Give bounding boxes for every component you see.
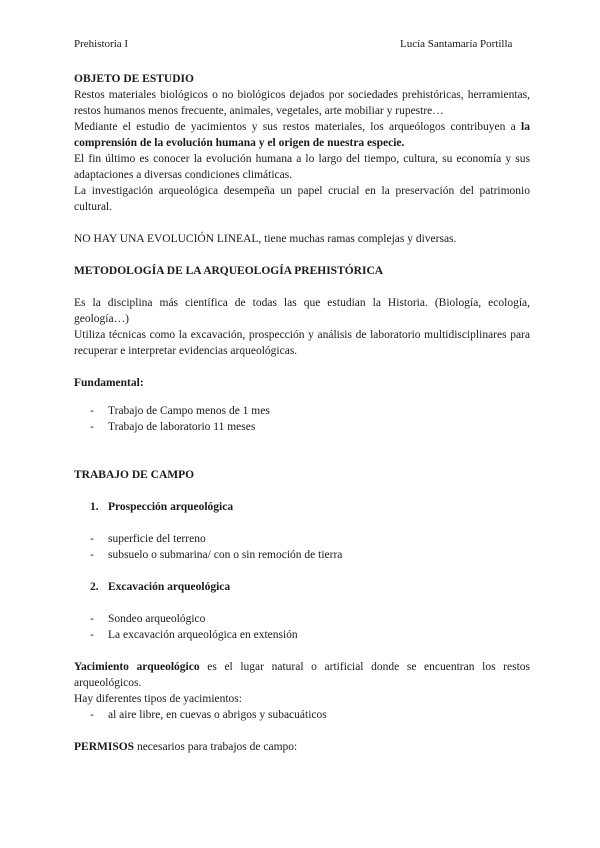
dash-bullet: - (90, 629, 94, 641)
tipos-list (74, 707, 530, 723)
paragraph-text: es el lugar natural o artificial donde se encuentran los restos arqueológicos. (74, 661, 530, 689)
list-item (74, 547, 530, 563)
fundamental-list (74, 403, 530, 435)
prospeccion-list (74, 531, 530, 563)
dash-bullet: - (90, 549, 94, 561)
page-header (74, 36, 530, 52)
excavacion-list (74, 611, 530, 643)
fundamental-label: Fundamental: (74, 377, 144, 389)
emphasis-text: Yacimiento arqueológico (74, 661, 200, 673)
paragraph (74, 659, 530, 691)
paragraph: Utiliza técnicas como la excavación, prospección y análisis de laboratorio multidisciplinares para recuperar e interpretar evidencias arqueológicas. (74, 329, 530, 357)
paragraph: Restos materiales biológicos o no biológicos dejados por sociedades prehistóricas, herramientas, restos humanos menos frecuente, animales, vegetales, arte mobiliar y rupestre… (74, 89, 530, 117)
dash-bullet: - (90, 709, 94, 721)
list-item (74, 419, 530, 435)
section-title-objeto: OBJETO DE ESTUDIO (74, 73, 194, 85)
section-title-trabajo-campo: TRABAJO DE CAMPO (74, 469, 195, 481)
paragraph: La investigación arqueológica desempeña un papel crucial en la preservación del patrimonio cultural. (74, 185, 530, 213)
numbered-heading-text: Excavación arqueológica (108, 581, 231, 593)
emphasis-text: la comprensión de la evolución humana y el origen de nuestra especie. (74, 121, 530, 149)
number: 2. (90, 581, 99, 593)
list-item-text: Trabajo de Campo menos de 1 mes (108, 405, 270, 417)
list-item-text: La excavación arqueológica en extensión (108, 629, 298, 641)
section-title-metodologia: METODOLOGÍA DE LA ARQUEOLOGÍA PREHISTÓRICA (74, 265, 384, 277)
numbered-heading-text: Prospección arqueológica (108, 501, 234, 513)
paragraph (74, 119, 530, 151)
list-item (74, 531, 530, 547)
paragraph: Es la disciplina más científica de todas las que estudian la Historia. (Biología, ecología, geología…) (74, 297, 530, 325)
list-item-text: Sondeo arqueológico (108, 613, 206, 625)
list-item (74, 627, 530, 643)
dash-bullet: - (90, 533, 94, 545)
document-body (74, 71, 530, 755)
numbered-heading (74, 499, 530, 515)
number: 1. (90, 501, 99, 513)
emphasis-text: PERMISOS (74, 741, 135, 753)
list-item-text: al aire libre, en cuevas o abrigos y subacuáticos (108, 709, 327, 721)
list-item (74, 403, 530, 419)
list-item (74, 707, 530, 723)
list-item (74, 611, 530, 627)
paragraph (74, 739, 530, 755)
paragraph-text: necesarios para trabajos de campo: (134, 741, 298, 753)
paragraph: Hay diferentes tipos de yacimientos: (74, 693, 242, 705)
list-item-text: superficie del terreno (108, 533, 206, 545)
header-course-title: Prehistoria I (74, 38, 129, 50)
header-author: Lucía Santamaría Portilla (400, 38, 513, 50)
dash-bullet: - (90, 613, 94, 625)
list-item-text: Trabajo de laboratorio 11 meses (108, 421, 256, 433)
dash-bullet: - (90, 405, 94, 417)
paragraph-text: Mediante el estudio de yacimientos y sus restos materiales, los arqueólogos contribuyen a (74, 121, 522, 133)
list-item-text: subsuelo o submarina/ con o sin remoción de tierra (108, 549, 343, 561)
numbered-heading (74, 579, 530, 595)
paragraph: NO HAY UNA EVOLUCIÓN LINEAL, tiene muchas ramas complejas y diversas. (74, 233, 457, 245)
dash-bullet: - (90, 421, 94, 433)
paragraph: El fin último es conocer la evolución humana a lo largo del tiempo, cultura, su economía y sus adaptaciones a diversas condiciones climáticas. (74, 153, 530, 181)
